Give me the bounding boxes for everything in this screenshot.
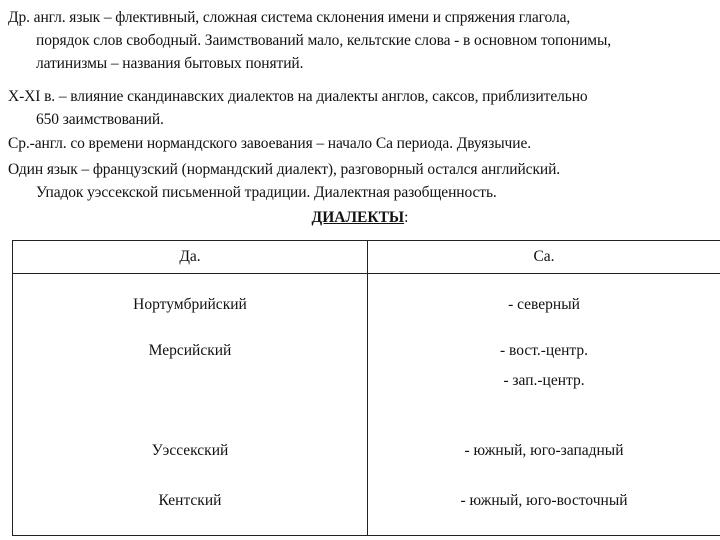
paragraph-line: Ср.-англ. со времени нормандского завоевания – начало Са периода. Двуязычие. <box>8 135 531 152</box>
table-row <box>13 422 720 480</box>
table-row <box>13 336 720 422</box>
dialect-old: Мерсийский <box>148 341 232 359</box>
paragraph-line: латинизмы – названия бытовых понятий. <box>36 55 304 72</box>
dialect-old-cell <box>13 480 368 536</box>
paragraph-line: порядок слов свободный. Заимствований мало, кельтские слова - в основном топонимы, <box>36 32 612 49</box>
header-old-english: Да. <box>13 241 368 274</box>
paragraph-french-language <box>8 158 720 204</box>
paragraph-line: 650 заимствований. <box>36 111 164 128</box>
dialect-new-cell <box>368 274 720 336</box>
dialects-table <box>12 240 720 536</box>
dialect-new: - южный, юго-восточный <box>460 491 628 509</box>
dialect-new: - вост.-центр. <box>500 341 588 359</box>
paragraph-middle-english <box>8 132 720 155</box>
table-header-row <box>13 241 720 274</box>
dialect-new-cell <box>368 480 720 536</box>
paragraph-old-english <box>8 6 720 75</box>
paragraph-line: Упадок уэссекской письменной традиции. Диалектная разобщенность. <box>36 184 497 201</box>
table-row <box>13 274 720 336</box>
dialect-old-cell <box>13 336 368 422</box>
paragraph-line: X-XI в. – влияние скандинавских диалектов на диалекты англов, саксов, приблизительно <box>8 88 588 105</box>
dialect-old: Уэссекский <box>151 441 229 459</box>
dialect-old: Кентский <box>158 491 222 509</box>
dialect-old-cell <box>13 274 368 336</box>
header-middle-english: Са. <box>368 241 720 274</box>
paragraph-line: Один язык – французский (нормандский диалект), разговорный остался английский. <box>8 161 561 178</box>
dialect-new-cell <box>368 336 720 422</box>
dialect-new: - северный <box>508 295 580 313</box>
dialect-old: Нортумбрийский <box>133 295 247 313</box>
dialect-new: - южный, юго-западный <box>464 441 624 459</box>
section-title-text: ДИАЛЕКТЫ <box>311 209 405 226</box>
dialect-old-cell <box>13 422 368 480</box>
dialect-new: - зап.-центр. <box>503 371 585 389</box>
paragraph-line: Др. англ. язык – флективный, сложная система склонения имени и спряжения глагола, <box>8 9 571 26</box>
paragraph-scandinavian-influence <box>8 85 720 131</box>
section-title <box>0 206 720 229</box>
section-title-colon: : <box>404 209 409 226</box>
table-row <box>13 480 720 536</box>
dialect-new-cell <box>368 422 720 480</box>
